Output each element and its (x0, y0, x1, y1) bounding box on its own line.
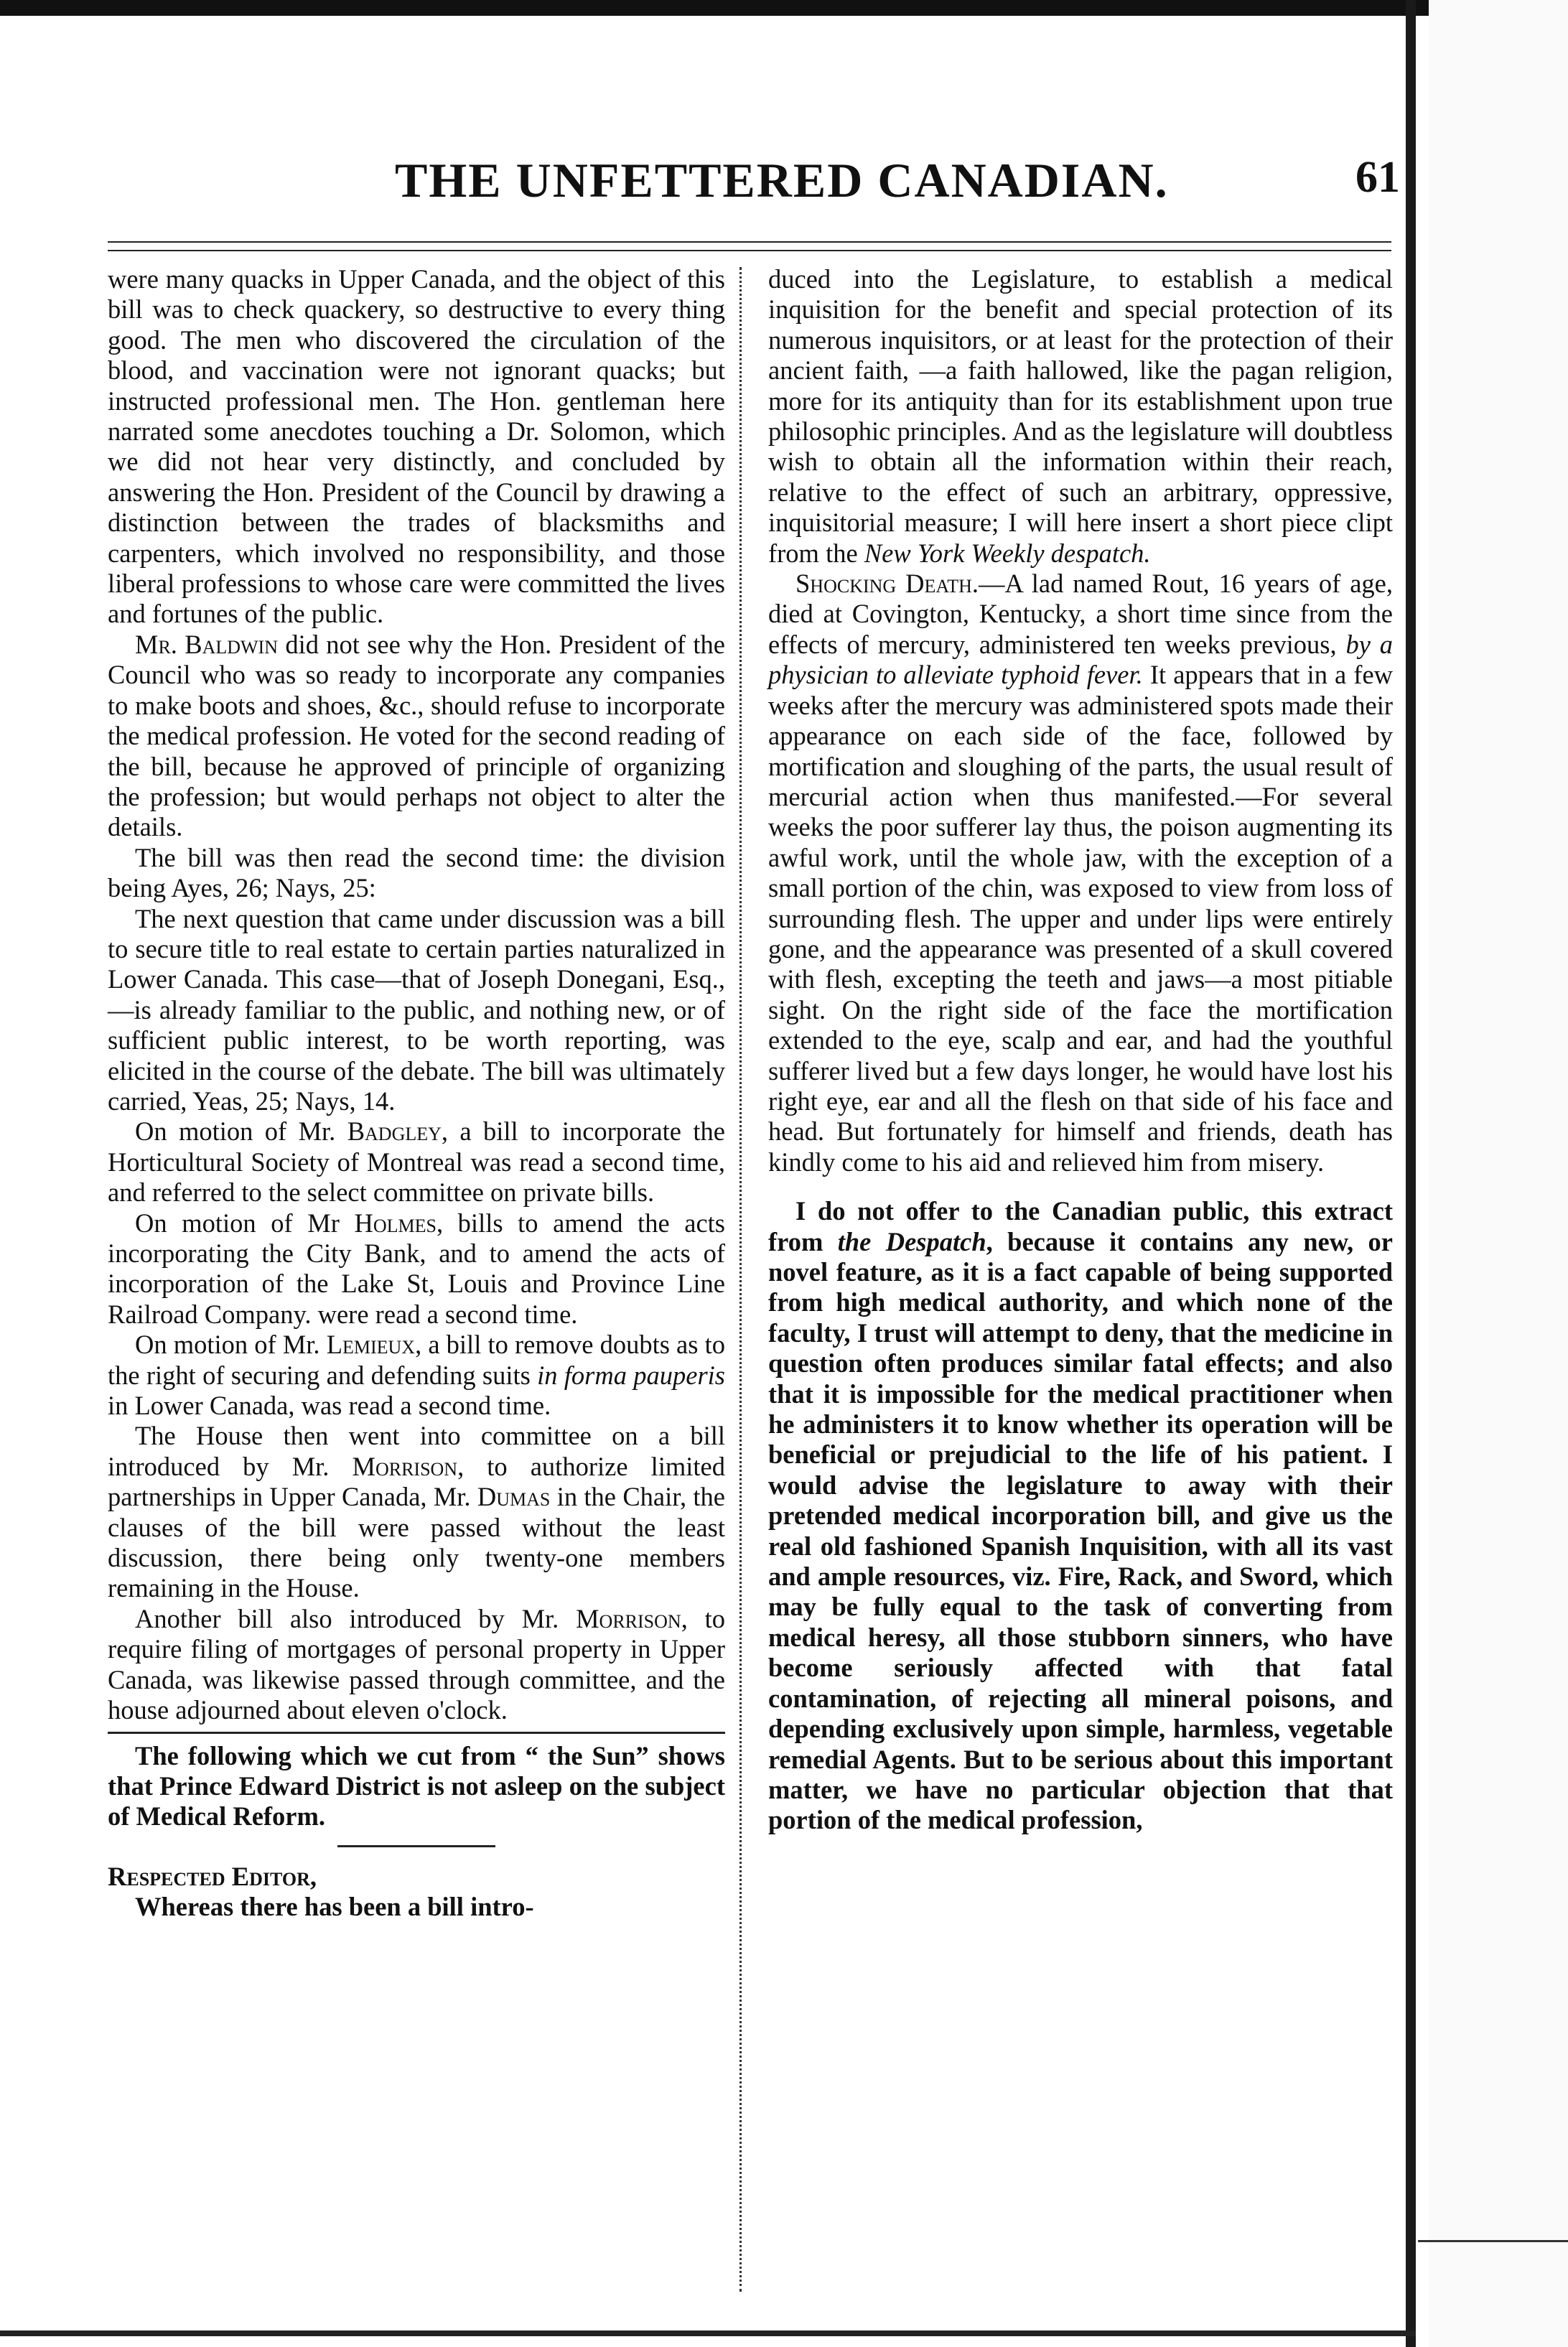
paragraph (108, 1421, 725, 1603)
article-lead: Shocking Death. (795, 569, 979, 599)
header-rule (108, 241, 1391, 251)
paragraph-text: On motion of Mr. (135, 1116, 347, 1147)
paragraph (108, 1330, 725, 1421)
paragraph-gap (768, 1177, 1393, 1196)
paragraph-text: in the Chair, the clauses of the bill were passed without the least discussion, there being only twenty-one members remaining in the House. (108, 1482, 725, 1603)
paragraph-text: Another bill also introduced by Mr. (135, 1603, 577, 1633)
paragraph (108, 1208, 725, 1330)
speaker-name: Holmes (354, 1208, 437, 1238)
paragraph (768, 1196, 1393, 1836)
paragraph-text: , a bill to incorporate the Horticultural Society of Montreal was read a second time, and referred to the select committee on private bills. (108, 1116, 725, 1208)
paragraph: were many quacks in Upper Canada, and the object of this bill was to check quackery, so destructive to every thing good. The men who discovered the circulation of the blood, and vaccination were not ignorant quacks; but instructed professional men. The Hon. gentleman here narrated some anecdotes touching a Dr. Solomon, which we did not hear very distinctly, and concluded by answering the Hon. President of the Council by drawing a distinction between the trades of blacksmiths and carpenters, which involved no responsibility, and those liberal professions to whose care were committed the lives and fortunes of the public. (108, 264, 725, 629)
paragraph-text: On motion of Mr. (135, 1330, 327, 1360)
speaker-name: Mr. Baldwin (135, 629, 278, 659)
paragraph-text: , a bill to remove doubts as to the right of securing and defending suits (108, 1330, 725, 1390)
right-column (768, 264, 1393, 1836)
speaker-name: Morrison (352, 1451, 458, 1481)
paragraph-text: , because it contains any new, or novel feature, as it is a fact capable of being supported from high medical authority, and which none of the faculty, I trust will attempt to deny, that the medicine in question often produces similar fatal effects; and also that it is impossible for the medical practitioner when he administers it to know whether its operation will be beneficial or prejudicial to the life of his patient. I would advise the legislature to away with their pretended medical incorporation bill, and give us the real old fashioned Spanish Inquisition, with all its vast and ample resources, viz. Fire, Rack, and Sword, which may be fully equal to the task of converting from medical heresy, all those stubborn sinners, who have become seriously affected with that fatal contamination, of rejecting all mineral poisons, and depending exclusively upon simple, harmless, vegetable remedial Agents. But to be serious about this important matter, we have no particular objection that that portion of the medical profession, (768, 1226, 1393, 1835)
paragraph-text: , bills to amend the acts incorporating the City Bank, and to amend the acts of incorporation of the Lake St, Louis and Province Line Railroad Company. were read a second time. (108, 1208, 725, 1329)
page-header (108, 152, 1400, 210)
page-binding-edge (1406, 0, 1416, 2347)
speaker-name: Morrison (576, 1603, 681, 1633)
column-divider (739, 267, 742, 2292)
paragraph: The bill was then read the second time: the division being Ayes, 26; Nays, 25: (108, 842, 725, 903)
page-corner-mark (1418, 2240, 1568, 2264)
paragraph-text: —A lad named Rout, 16 years of age, died at Covington, Kentucky, a short time since from the effects of mercury, administered ten weeks previous, (768, 569, 1394, 659)
section-rule (108, 1732, 725, 1734)
latin-phrase: in forma pauperis (537, 1360, 725, 1390)
paragraph (108, 1116, 725, 1208)
page-number: 61 (1355, 153, 1400, 202)
paragraph-text: The House then went into committee on a bill introduced by Mr. (108, 1421, 725, 1481)
paragraph-text: in Lower Canada, was read a second time. (108, 1391, 551, 1421)
paragraph-text: , to authorize limited partnerships in Upper Canada, Mr. (108, 1451, 725, 1512)
section-rule (337, 1845, 495, 1847)
emphasis-text: by a physician to alleviate typhoid fever. (768, 629, 1394, 690)
publication-title: the Despatch (837, 1226, 986, 1256)
paragraph (768, 569, 1393, 1177)
salutation: Respected Editor, (108, 1861, 317, 1891)
paragraph-text: I do not offer to the Canadian public, this extract from (768, 1196, 1393, 1256)
paragraph (108, 630, 725, 843)
paragraph-text: duced into the Legislature, to establish a medical inquisition for the benefit and special protection of its numerous inquisitors, or at least for the protection of their ancient faith, —a faith hallowed, like the pagan religion, more for its antiquity than for its establishment upon true philosophic principles. And as the legislature will doubtless wish to obtain all the information within their reach, relative to the effect of such an arbitrary, oppressive, inquisitorial measure; I will here insert a short piece clipt from the (768, 264, 1393, 568)
paragraph: The next question that came under discussion was a bill to secure title to real estate to certain parties naturalized in Lower Canada. This case—that of Joseph Donegani, Esq.,—is already familiar to the public, and nothing new, or of sufficient public interest, to be worth reporting, was elicited in the course of the debate. The bill was ultimately carried, Yeas, 25; Nays, 14. (108, 903, 725, 1116)
left-column (108, 264, 725, 1923)
paragraph-text: , to require filing of mortgages of personal property in Upper Canada, was likewise passed through committee, and the house adjourned about eleven o'clock. (108, 1603, 725, 1725)
page-margin-outer (1429, 0, 1568, 2347)
paragraph: The following which we cut from “ the Sun” shows that Prince Edward District is not asleep on the subject of Medical Reform. (108, 1740, 725, 1832)
publication-title: New York Weekly despatch. (864, 538, 1151, 568)
paragraph-text: It appears that in a few weeks after the mercury was administered spots made their appearance on each side of the face, followed by mortification and sloughing of the parts, the usual result of mercurial action when thus manifested.—For several weeks the poor sufferer lay thus, the poison augmenting its awful work, until the whole jaw, with the exception of a small portion of the chin, was exposed to view from loss of surrounding flesh. The upper and under lips were entirely gone, and the appearance was presented of a skull covered with flesh, excepting the teeth and jaws—a most pitiable sight. On the right side of the face the mortification extended to the eye, scalp and ear, and had the youthful sufferer lived but a few days longer, he would have lost his right eye, ear and all the flesh on that side of his face and head. But fortunately for himself and friends, death has kindly come to his aid and relieved him from misery. (768, 660, 1394, 1177)
paragraph-text: did not see why the Hon. President of the Council who was so ready to incorporate any companies to make boots and shoes, &c., should refuse to incorporate the medical profession. He voted for the second reading of the bill, because he approved of principle of organizing the profession; but would perhaps not object to alter the details. (108, 629, 725, 842)
paragraph-text: On motion of Mr (135, 1208, 355, 1238)
running-title: THE UNFETTERED CANADIAN. (395, 153, 1169, 207)
paragraph (108, 1604, 725, 1726)
speaker-name: Badgley (347, 1116, 442, 1147)
paragraph: Whereas there has been a bill intro- (135, 1892, 534, 1922)
page-bottom-edge (0, 2330, 1416, 2336)
speaker-name: Lemieux (326, 1330, 416, 1360)
page-top-edge (0, 0, 1568, 16)
paragraph (768, 264, 1393, 569)
speaker-name: Dumas (477, 1482, 551, 1512)
